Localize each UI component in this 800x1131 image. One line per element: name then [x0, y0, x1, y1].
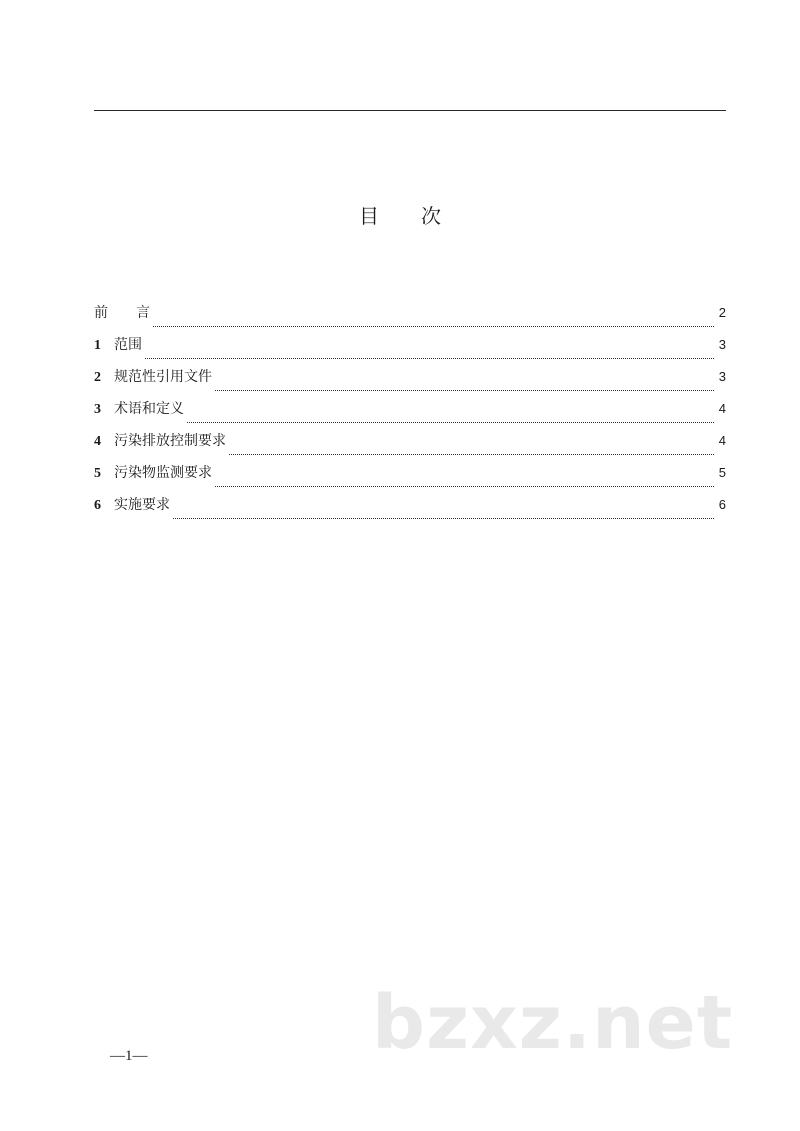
toc-list: [94, 304, 726, 528]
toc-entry-page: 6: [718, 497, 726, 512]
toc-entry-label: 术语和定义: [114, 401, 184, 417]
toc-entry-page: 4: [718, 433, 726, 448]
toc-title-char-1: 目: [359, 204, 379, 228]
toc-entry-page: 3: [718, 369, 726, 384]
toc-leader-dots: [215, 390, 714, 391]
toc-leader-dots: [145, 358, 714, 359]
toc-entry-label: 规范性引用文件: [114, 369, 212, 385]
toc-entry-number: 4: [94, 434, 101, 449]
toc-entry-number: 1: [94, 338, 101, 353]
toc-entry-5[interactable]: [94, 464, 726, 496]
toc-entry-number: 3: [94, 402, 101, 417]
toc-title-char-2: 次: [421, 204, 441, 228]
toc-entry-1[interactable]: [94, 336, 726, 368]
toc-entry-3[interactable]: [94, 400, 726, 432]
toc-entry-number: 2: [94, 370, 101, 385]
toc-entry-number: 6: [94, 498, 101, 513]
toc-leader-dots: [215, 486, 714, 487]
toc-leader-dots: [153, 326, 714, 327]
toc-entry-label: 污染排放控制要求: [114, 433, 226, 449]
toc-entry-6[interactable]: [94, 496, 726, 528]
toc-entry-page: 4: [718, 401, 726, 416]
toc-entry-page: 3: [718, 337, 726, 352]
toc-entry-4[interactable]: [94, 432, 726, 464]
toc-entry-label: 污染物监测要求: [114, 465, 212, 481]
watermark-logo: bzxz.net: [372, 980, 734, 1066]
toc-entry-page: 2: [718, 305, 726, 320]
toc-entry-2[interactable]: [94, 368, 726, 400]
header-rule: [94, 110, 726, 111]
toc-entry-page: 5: [718, 465, 726, 480]
toc-entry-label: 范围: [114, 337, 142, 353]
toc-leader-dots: [173, 518, 714, 519]
footer-page-number: —1—: [110, 1048, 148, 1064]
toc-entry-preface[interactable]: [94, 304, 726, 336]
toc-title: [0, 200, 800, 229]
toc-entry-label: 前 言: [94, 305, 150, 321]
toc-entry-label: 实施要求: [114, 497, 170, 513]
toc-entry-number: 5: [94, 466, 101, 481]
toc-leader-dots: [229, 454, 714, 455]
toc-leader-dots: [187, 422, 714, 423]
